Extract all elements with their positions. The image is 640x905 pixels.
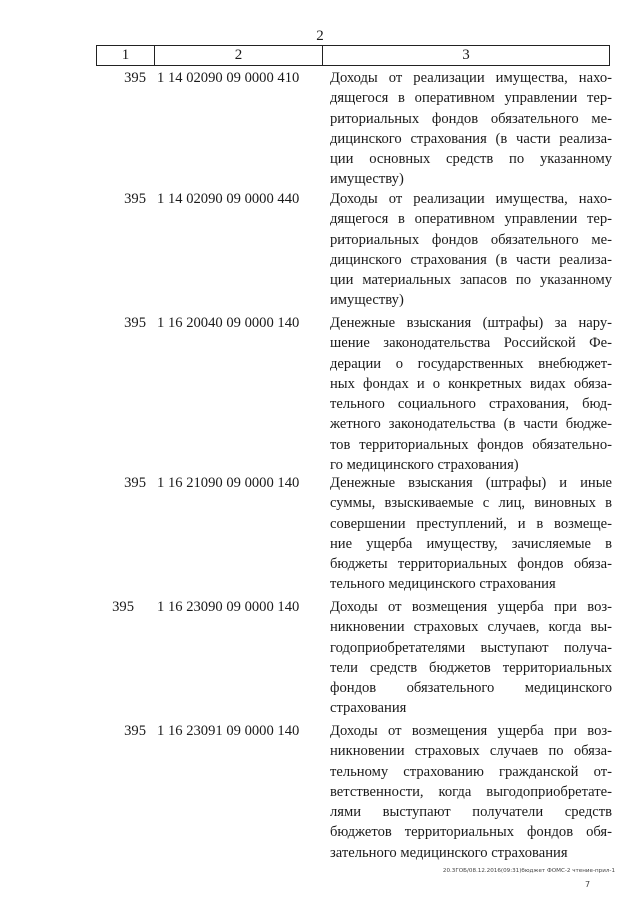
column-header-3: 3 [462, 47, 470, 63]
description-line: дицинского страхования (в части реализа- [330, 251, 612, 268]
description-line: имуществу) [330, 171, 404, 188]
description-line: дерации о государственных внебюджет- [330, 355, 612, 372]
description-line: бюджеты территориальных фондов обяза- [330, 556, 612, 573]
description-line: лями выступают получатели средств [330, 804, 612, 821]
description-line: дицинского страхования (в части реализа- [330, 130, 612, 147]
description-line: шение законодательства Российской Фе- [330, 335, 612, 352]
description-line: жетного законодательства (в части бюдже- [330, 416, 612, 433]
admin-code: 395 [124, 70, 146, 86]
document-footer: 20.3ГОБ/08.12.2016(09:31)бюджет ФОМС-2 чтение-прил-1 [442, 868, 615, 874]
description-line: годоприобретателями выступают получа- [330, 639, 612, 656]
description-line: Доходы от реализации имущества, нахо- [330, 70, 612, 86]
budget-classification-code: 1 16 21090 09 0000 140 [157, 475, 300, 491]
budget-classification-code: 1 16 20040 09 0000 140 [157, 315, 300, 331]
page-number: 2 [316, 28, 324, 44]
admin-code: 395 [124, 475, 146, 491]
page-mark: 7 [585, 880, 591, 889]
description-line: ции материальных запасов по указанному [330, 272, 612, 289]
description-line: тельного медицинского страхования [330, 576, 556, 593]
budget-classification-code: 1 14 02090 09 0000 410 [157, 70, 300, 86]
description-line: Доходы от возмещения ущерба при воз- [330, 599, 612, 615]
budget-classification-code: 1 16 23090 09 0000 140 [157, 599, 300, 615]
description-line: Доходы от реализации имущества, нахо- [330, 191, 612, 207]
income-description [330, 473, 612, 595]
description-line: ветственности, когда выгодоприобретате- [330, 783, 612, 800]
admin-code: 395 [124, 315, 146, 331]
description-line: тели средств бюджетов территориальных [330, 659, 612, 676]
description-line: Денежные взыскания (штрафы) за нару- [330, 315, 612, 331]
description-line: суммы, взыскиваемые с лиц, виновных в [330, 495, 612, 512]
description-line: риториальных фондов обязательного ме- [330, 110, 612, 127]
income-description [330, 68, 612, 190]
description-line: дящегося в оперативном управлении тер- [330, 211, 612, 228]
budget-classification-code: 1 14 02090 09 0000 440 [157, 191, 300, 207]
income-description [330, 313, 612, 475]
description-line: тельному страхованию гражданской от- [330, 763, 612, 780]
income-description [330, 721, 612, 863]
description-line: ных фондах и о конкретных видах обяза- [330, 375, 612, 392]
description-line: бюджетов территориальных фондов обя- [330, 824, 612, 841]
description-line: Доходы от возмещения ущерба при воз- [330, 723, 612, 739]
description-line: дящегося в оперативном управлении тер- [330, 90, 612, 107]
description-line: ние ущерба имуществу, зачисляемые в [330, 535, 612, 552]
description-line: тельного социального страхования, бюд- [330, 396, 612, 413]
admin-code: 395 [124, 191, 146, 207]
column-header-1: 1 [97, 46, 155, 65]
income-description [330, 597, 612, 719]
column-header-2: 2 [155, 46, 323, 65]
description-line: имуществу) [330, 292, 404, 309]
description-line: совершении преступлений, и в возмеще- [330, 515, 612, 532]
description-line: риториальных фондов обязательного ме- [330, 231, 612, 248]
admin-code: 395 [112, 599, 134, 615]
admin-code: 395 [124, 723, 146, 739]
income-description [330, 189, 612, 311]
table-header-row [96, 45, 610, 66]
description-line: зательного медицинского страхования [330, 844, 568, 861]
description-line: фондов обязательного медицинского [330, 680, 612, 697]
description-line: Денежные взыскания (штрафы) и иные [330, 475, 612, 491]
description-line: никновении страховых случаев, когда вы- [330, 619, 612, 636]
description-line: страхования [330, 700, 407, 717]
description-line: тов территориальных фондов обязательно- [330, 436, 612, 453]
description-line: никновении страховых случаев по обяза- [330, 743, 612, 760]
description-line: ции основных средств по указанному [330, 151, 612, 168]
description-line: го медицинского страхования) [330, 457, 519, 474]
budget-classification-code: 1 16 23091 09 0000 140 [157, 723, 300, 739]
